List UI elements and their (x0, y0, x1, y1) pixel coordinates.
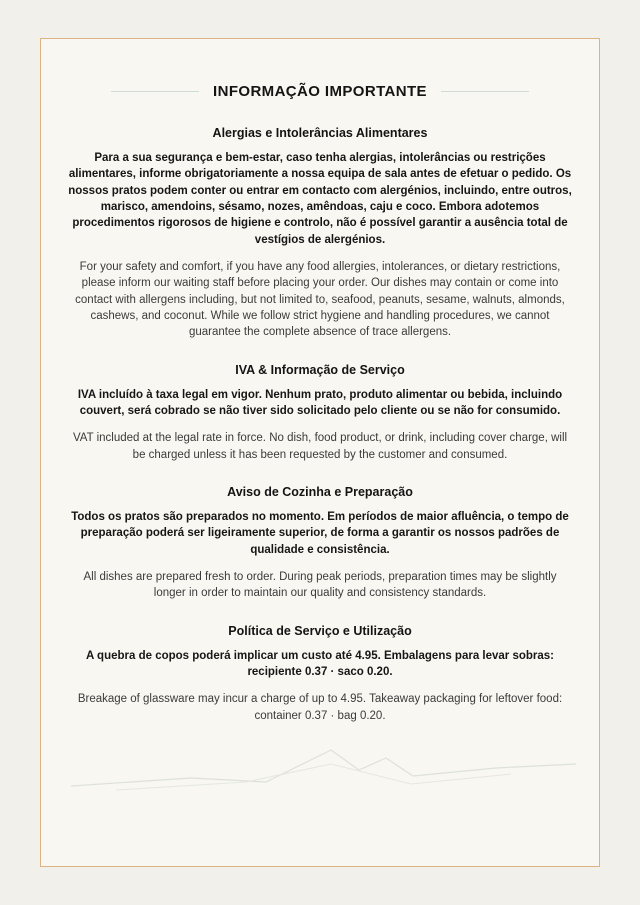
section-service-policy (67, 624, 573, 724)
title-divider-right (441, 91, 529, 92)
section-paragraph-en: VAT included at the legal rate in force. No dish, food product, or drink, including cover charge, will be charged unless it has been requested by the customer and consumed. (72, 432, 568, 461)
section-paragraph-en: For your safety and comfort, if you have any food allergies, intolerances, or dietary restrictions, please inform our waiting staff before placing your order. Our dishes may contain or come into contact with allergens including, but not limited to, seafood, peanuts, sesame, walnuts, almonds, cashews, and coconut. While we follow strict hygiene and handling procedures, we cannot guarantee the complete absence of trace allergens. (75, 260, 565, 339)
title-row (67, 83, 573, 100)
section-heading: Política de Serviço e Utilização (228, 623, 412, 638)
section-vat-service (67, 363, 573, 463)
section-paragraph-en: All dishes are prepared fresh to order. During peak periods, preparation times may be slightly longer in order to maintain our quality and consistency standards. (83, 570, 557, 600)
section-paragraph-en: Breakage of glassware may incur a charge of up to 4.95. Takeaway packaging for leftover food: container 0.37 · bag 0.20. (77, 693, 563, 722)
section-paragraph-pt: IVA incluído à taxa legal em vigor. Nenhum prato, produto alimentar ou bebida, incluindo couvert, será cobrado se não tiver sido solicitado pelo cliente ou se não for consumido. (77, 388, 563, 417)
section-heading: IVA & Informação de Serviço (235, 362, 405, 377)
title-divider-left (111, 91, 199, 92)
section-heading: Alergias e Intolerâncias Alimentares (212, 126, 428, 140)
section-paragraph-pt: Para a sua segurança e bem-estar, caso tenha alergias, intolerâncias ou restrições alimentares, informe obrigatoriamente a nossa equipa de sala antes de efetuar o pedido. Os nossos pratos podem conter ou entrar em contacto com alergénios, incluindo, entre outros, marisco, amendoins, sésamo, nozes, amêndoas, caju e coco. Embora adotemos procedimentos rigorosos de higiene e controlo, não é possível garantir a ausência total de vestígios de alergénios. (68, 152, 572, 246)
section-heading: Aviso de Cozinha e Preparação (227, 484, 413, 499)
section-paragraph-pt: Todos os pratos são preparados no momento. Em períodos de maior afluência, o tempo de preparação poderá ser ligeiramente superior, de forma a garantir os nossos padrões de qualidade e consistência. (71, 510, 569, 556)
border-frame (40, 38, 600, 867)
decorative-mountain-lines (41, 724, 601, 804)
page-title: INFORMAÇÃO IMPORTANTE (213, 83, 427, 100)
section-allergies (67, 126, 573, 341)
section-kitchen-notice (67, 485, 573, 602)
section-paragraph-pt: A quebra de copos poderá implicar um custo até 4.95. Embalagens para levar sobras: recipiente 0.37 · saco 0.20. (85, 649, 555, 678)
